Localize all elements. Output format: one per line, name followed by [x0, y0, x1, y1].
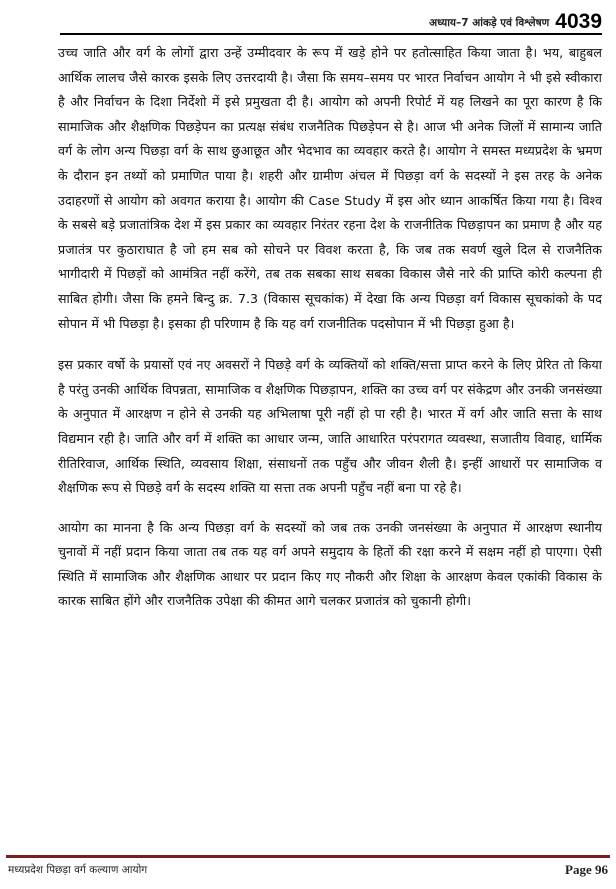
page-number: Page 96	[565, 862, 608, 877]
footer-organization: मध्यप्रदेश पिछड़ा वर्ग कल्याण आयोग	[8, 864, 148, 876]
page-footer	[8, 862, 608, 878]
paragraph-1: उच्च जाति और वर्ग के लोगों द्वारा उन्हें उम्मीदवार के रूप में खड़े होने पर हतोत्साहित किया जाता है। भय, बाहुबल आर्थिक लालच जैसे कारक इसके लिए उत्तरदायी है। जैसा कि समय–समय पर भारत निर्वाचन आयोग ने भी इसे स्वीकारा है और निर्वाचन के दिशा निर्देशो में इसे प्रमुखता दी है। आयोग को अपनी रिपोर्ट में यह लिखने का पूरा कारण है कि सामाजिक और शैक्षणिक पिछड़ेपन का प्रत्यक्ष संबंध राजनैतिक पिछड़ेपन से है। आज भी अनेक जिलों में सामान्य जाति वर्ग के लोग अन्य पिछड़ा वर्ग के साथ छुआछूत और भेदभाव का व्यवहार करते है। आयोग ने समस्त मध्यप्रदेश के भ्रमण के दौरान इन तथ्यों को प्रमाणित पाया है। शहरी और ग्रामीण अंचल में पिछड़ा वर्ग के सदस्यों ने इस तरह के अनेक उदाहरणों से आयोग को अवगत कराया है। आयोग की Case Study में इस ओर ध्यान आकर्षित किया गया है। विश्व के सबसे बड़े प्रजातांत्रिक देश में इस प्रकार का व्यवहार निरंतर रहना देश के राजनीतिक पिछड़ापन का प्रमाण है और यह प्रजातंत्र पर कुठाराघात है जो हम सब को सोचने पर विवश करता है, कि जब तक सवर्ण खुले दिल से राजनैतिक भागीदारी में पिछड़ों को आमंत्रित नहीं करेंगे, तब तक सबका साथ सबका विकास जैसे नारे की प्राप्ति कोरी कल्पना ही साबित होगी। जैसा कि हमने बिन्दु क्र. 7.3 (विकास सूचकांक) में देखा कि अन्य पिछड़ा वर्ग विकास सूचकांको के पद सोपान में भी पिछड़ा है। इसका ही परिणाम है कि यह वर्ग राजनीतिक पदसोपान में भी पिछड़ा हुआ है।	[58, 45, 602, 331]
paragraph-2: इस प्रकार वर्षो के प्रयासों एवं नए अवसरों ने पिछड़े वर्ग के व्यक्तियों को शक्ति/सत्ता प्राप्त करने के लिए प्रेरित तो किया है परंतु उनकी आर्थिक विपन्नता, सामाजिक व शैक्षणिक पिछड़ापन, शक्ति का उच्च वर्ग पर संकेद्रण और उनकी जनसंख्या के अनुपात में आरक्षण न होने से उनकी यह अभिलाषा पूरी नहीं हो पा रही है। भारत में वर्ग और जाति सत्ता के साथ विद्यमान रही है। जाति और वर्ग में शक्ति का आधार जन्म, जाति आधारित परंपरागत व्यवस्था, सजातीय विवाह, धार्मिक रीतिरिवाज, आर्थिक स्थिति, व्यवसाय शिक्षा, संसाधनों तक पहुँच और जीवन शैली है। इन्हीं आधारों पर सामाजिक व शैक्षणिक रूप से पिछड़े वर्ग के सदस्य शक्ति या सत्ता तक अपनी पहुँच नहीं बना पा रहे है।	[58, 357, 602, 496]
chapter-title: अध्याय–7 आंकड़े एवं विश्लेषण	[429, 17, 550, 29]
body-text	[58, 41, 602, 614]
header-rule	[60, 33, 602, 35]
footer-rule	[6, 855, 610, 858]
page-header	[60, 10, 602, 32]
header-number: 4039	[555, 10, 602, 33]
paragraph-3: आयोग का मानना है कि अन्य पिछड़ा वर्ग के सदस्यों को जब तक उनकी जनसंख्या के अनुपात में आरक्षण स्थानीय चुनावों में नहीं प्रदान किया जाता तब तक यह वर्ग अपने समुदाय के हितों की रक्षा करने में सक्षम नहीं हो पाएगा। ऐसी स्थिति में सामाजिक और शैक्षणिक आधार पर प्रदान किए गए नौकरी और शिक्षा के आरक्षण केवल एकांकी विकास के कारक साबित होंगे और राजनैतिक उपेक्षा की कीमत आगे चलकर प्रजातंत्र को चुकानी होगी।	[58, 519, 602, 609]
